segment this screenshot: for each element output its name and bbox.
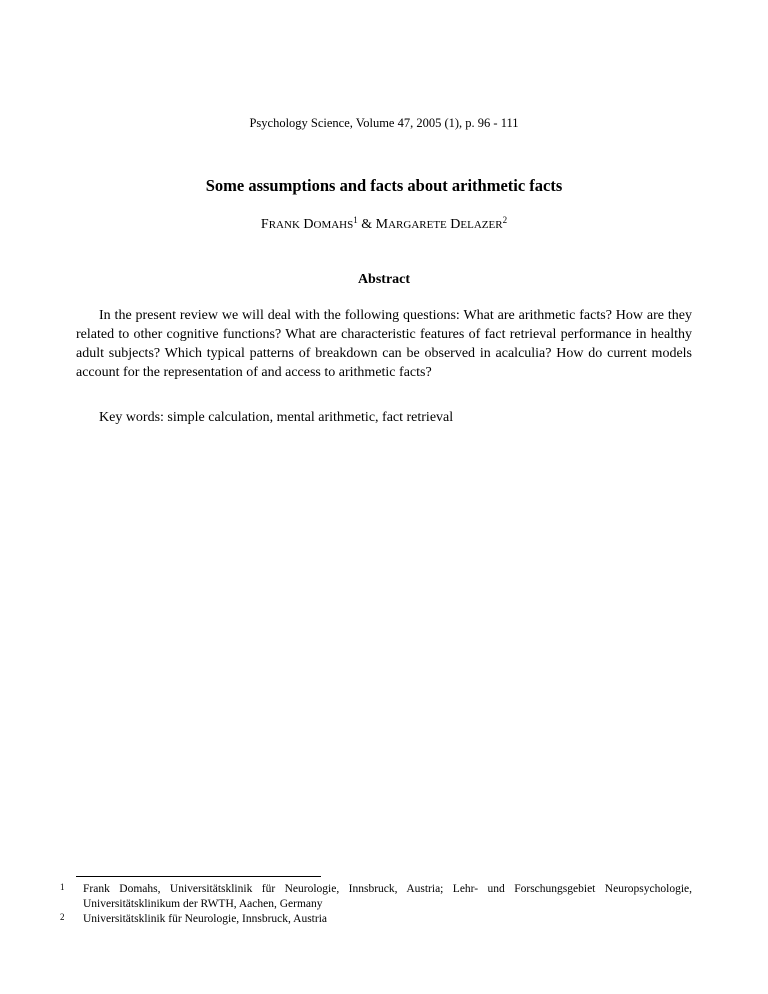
- footnotes: [60, 882, 692, 927]
- author-line: [0, 217, 768, 233]
- affiliation-marker: 2: [502, 215, 508, 225]
- author-name: MARGARETE DELAZER: [375, 217, 503, 232]
- footnote-marker: 1: [60, 882, 65, 892]
- journal-citation: Psychology Science, Volume 47, 2005 (1), p. 96 - 111: [249, 116, 519, 130]
- affiliation-marker: 1: [353, 215, 358, 225]
- abstract-text: In the present review we will deal with the following questions: What are arithmetic facts? How are they related to other cognitive functions? What are characteristic features of fact retrieval performance in healthy adult subjects? Which typical patterns of breakdown can be observed in acalculia? How do current models account for the representation of and access to arithmetic facts?: [76, 308, 692, 380]
- author-separator: &: [361, 217, 373, 232]
- keywords: Key words: simple calculation, mental arithmetic, fact retrieval: [99, 410, 454, 425]
- footnote-marker: 2: [60, 912, 65, 922]
- author-name: FRANK DOMAHS: [260, 217, 354, 232]
- footnote-text: Universitätsklinik für Neurologie, Innsbruck, Austria: [83, 913, 328, 925]
- footnote-divider: [76, 876, 321, 877]
- abstract-heading: Abstract: [357, 272, 411, 287]
- paper-title: Some assumptions and facts about arithmetic facts: [205, 176, 563, 195]
- footnote: [60, 882, 692, 912]
- footnote-text: Frank Domahs, Universitätsklinik für Neurologie, Innsbruck, Austria; Lehr- und Forschungsgebiet Neuropsychologie, Universitätsklinikum der RWTH, Aachen, Germany: [83, 883, 692, 910]
- footnote: [60, 912, 692, 927]
